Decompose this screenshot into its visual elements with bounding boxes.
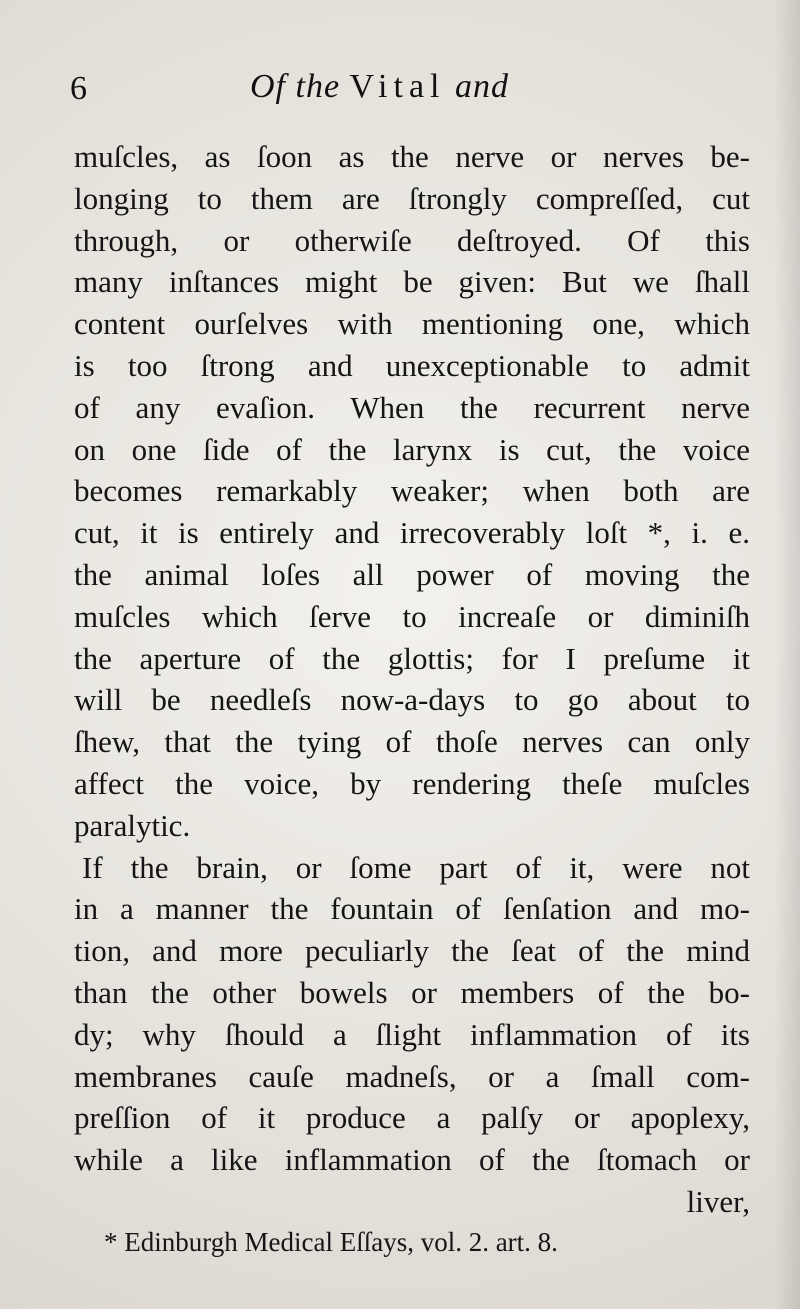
text-line-13: the aperture of the glottis; for I preſume it: [74, 640, 750, 676]
text-line-23: membranes cauſe madneſs, or a ſmall com-: [74, 1058, 750, 1094]
text-line-19: in a manner the fountain of ſenſation and mo-: [74, 891, 750, 927]
text-line-3: through, or otherwiſe deſtroyed. Of this: [74, 222, 750, 258]
text-line-16: affect the voice, by rendering theſe muſcles: [74, 765, 750, 801]
text-line-5: content ourſelves with mentioning one, which: [74, 306, 750, 342]
text-line-17: paralytic.: [74, 807, 191, 843]
text-line-14: will be needleſs now-a-days to go about to: [74, 682, 750, 718]
page-header: [70, 70, 760, 130]
text-line-6: is too ſtrong and unexceptionable to admit: [74, 347, 750, 383]
text-line-12: muſcles which ſerve to increaſe or diminiſh: [74, 598, 750, 634]
footnote: * Edinburgh Medical Eſſays, vol. 2. art. 8.: [104, 1227, 558, 1257]
page-number: 6: [70, 70, 87, 107]
text-line-7: of any evaſion. When the recurrent nerve: [74, 389, 750, 425]
text-line-8: on one ſide of the larynx is cut, the voice: [74, 431, 750, 467]
text-line-10: cut, it is entirely and irrecoverably loſt *, i. e.: [74, 515, 750, 551]
text-line-15: ſhew, that the tying of thoſe nerves can only: [74, 724, 750, 760]
running-title-caps: Vital: [349, 68, 446, 105]
text-line-9: becomes remarkably weaker; when both are: [74, 473, 750, 509]
text-line-24: preſſion of it produce a palſy or apoplexy,: [74, 1100, 750, 1136]
text-line-2: longing to them are ſtrongly compreſſed, cut: [74, 180, 750, 216]
running-title-prefix: Of the: [250, 68, 341, 105]
text-line-22: dy; why ſhould a ſlight inflammation of its: [74, 1016, 750, 1052]
page-edge-shadow: [774, 0, 800, 1309]
text-line-1: muſcles, as ſoon as the nerve or nerves be-: [74, 139, 750, 174]
text-line-21: than the other bowels or members of the bo-: [74, 974, 750, 1010]
catchword: liver,: [686, 1183, 750, 1219]
running-title-suffix: and: [455, 68, 509, 105]
text-line-18: If the brain, or ſome part of it, were not: [82, 849, 750, 885]
running-title: [250, 70, 509, 104]
main-text-block: [74, 136, 750, 1223]
text-line-25: while a like inflammation of the ſtomach or: [74, 1142, 750, 1178]
text-line-11: the animal loſes all power of moving the: [74, 556, 750, 592]
text-line-4: many inſtances might be given: But we ſhall: [74, 264, 750, 300]
text-line-20: tion, and more peculiarly the ſeat of the mind: [74, 933, 750, 969]
